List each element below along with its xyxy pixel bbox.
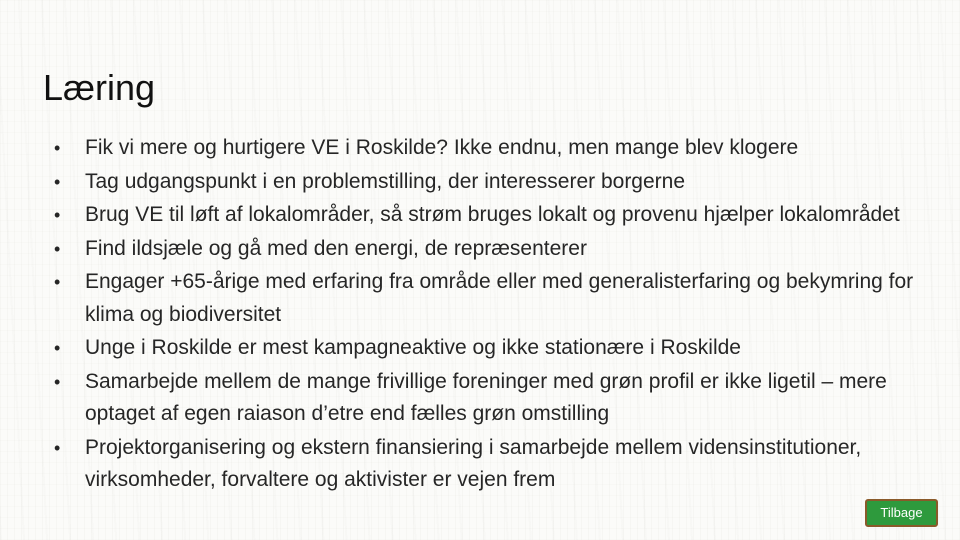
bullet-text: Brug VE til løft af lokalområder, så strøm bruges lokalt og provenu hjælper lokalområdet — [85, 203, 900, 226]
bullet-item — [54, 366, 914, 431]
bullet-item — [54, 233, 914, 266]
bullet-text: Fik vi mere og hurtigere VE i Roskilde? Ikke endnu, men mange blev klogere — [85, 136, 799, 159]
bullet-item — [54, 432, 914, 497]
bullet-icon: • — [54, 272, 61, 292]
bullet-text: Projektorganisering og ekstern finansiering i samarbejde mellem vidensinstitutioner, virksomheder, forvaltere og aktivister er vejen frem — [85, 435, 862, 491]
bullet-item — [54, 199, 914, 232]
bullet-icon: • — [54, 371, 61, 392]
back-button[interactable]: Tilbage — [865, 499, 938, 527]
bullet-item — [54, 166, 914, 199]
bullet-item — [54, 332, 914, 365]
bullet-text: Find ildsjæle og gå med den energi, de repræsenterer — [85, 236, 587, 260]
bullet-icon: • — [54, 338, 61, 358]
bullet-icon: • — [54, 437, 61, 458]
bullet-icon: • — [54, 138, 61, 158]
bullet-icon: • — [54, 171, 61, 192]
bullet-text: Samarbejde mellem de mange frivillige foreninger med grøn profil er ikke ligetil – mere optaget af egen raiason d’etre end fælles grøn omstilling — [85, 369, 887, 425]
bullet-text: Engager +65-årige med erfaring fra område eller med generalisterfaring og bekymring for klima og biodiversitet — [85, 270, 914, 326]
bullet-text: Unge i Roskilde er mest kampagneaktive og ikke stationære i Roskilde — [85, 336, 741, 359]
bullet-item — [54, 266, 914, 331]
bullet-text: Tag udgangspunkt i en problemstilling, der interesserer borgerne — [85, 169, 686, 193]
bullet-icon: • — [54, 238, 61, 259]
bullet-list — [54, 132, 914, 498]
bullet-icon: • — [54, 205, 61, 225]
slide-title: Læring — [43, 67, 156, 108]
bullet-item — [54, 132, 914, 165]
